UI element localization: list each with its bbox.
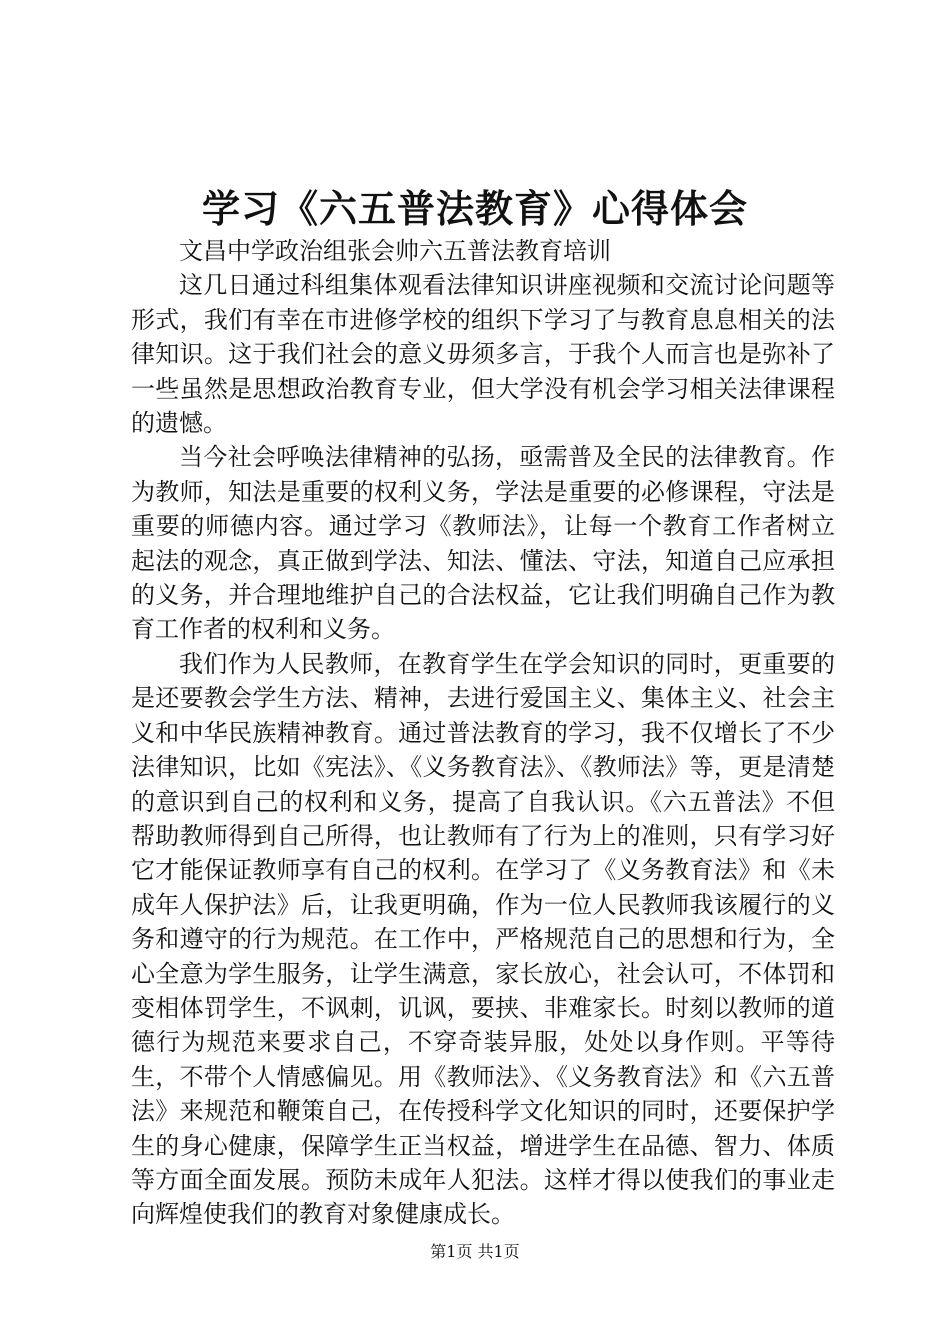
paragraph-2: 当今社会呼唤法律精神的弘扬，亟需普及全民的法律教育。作为教师，知法是重要的权利义务，学法是重要的必修课程，守法是重要的师德内容。通过学习《教师法》，让每一个教育工作者树立起法的观念，真正做到学法、知法、懂法、守法，知道自己应承担的义务，并合理地维护自己的合法权益，它让我们明确自己作为教育工作者的权利和义务。 [131, 443, 835, 644]
paragraph-3: 我们作为人民教师，在教育学生在学会知识的同时，更重要的是还要教会学生方法、精神，去进行爱国主义、集体主义、社会主义和中华民族精神教育。通过普法教育的学习，我不仅增长了不少法律知识，比如《宪法》、《义务教育法》、《教师法》等，更是清楚的意识到自己的权利和义务，提高了自我认识。《六五普法》不但帮助教师得到自己所得，也让教师有了行为上的准则，只有学习好它才能保证教师享有自己的权利。在学习了《义务教育法》和《未成年人保护法》后，让我更明确，作为一位人民教师我该履行的义务和遵守的行为规范。在工作中，严格规范自己的思想和行为，全心全意为学生服务，让学生满意，家长放心，社会认可，不体罚和变相体罚学生，不讽刺，讥讽，要挟、非难家长。时刻以教师的道德行为规范来要求自己，不穿奇装异服，处处以身作则。平等待生，不带个人情感偏见。用《教师法》、《义务教育法》和《六五普法》来规范和鞭策自己，在传授科学文化知识的同时，还要保护学生的身心健康，保障学生正当权益，增进学生在品德、智力、体质等方面全面发展。预防未成年人犯法。这样才得以使我们的事业走向辉煌使我们的教育对象健康成长。 [131, 649, 835, 1229]
paragraph-1: 这几日通过科组集体观看法律知识讲座视频和交流讨论问题等形式，我们有幸在市进修学校的组织下学习了与教育息息相关的法律知识。这于我们社会的意义毋须多言，于我个人而言也是弥补了一些虽然是思想政治教育专业，但大学没有机会学习相关法律课程的遗憾。 [131, 271, 835, 438]
document-body [131, 234, 835, 1232]
subtitle-line: 文昌中学政治组张会帅六五普法教育培训 [179, 237, 611, 265]
document-title: 学习《六五普法教育》心得体会 [201, 186, 748, 231]
page-footer: 第1页 共1页 [430, 1242, 520, 1261]
